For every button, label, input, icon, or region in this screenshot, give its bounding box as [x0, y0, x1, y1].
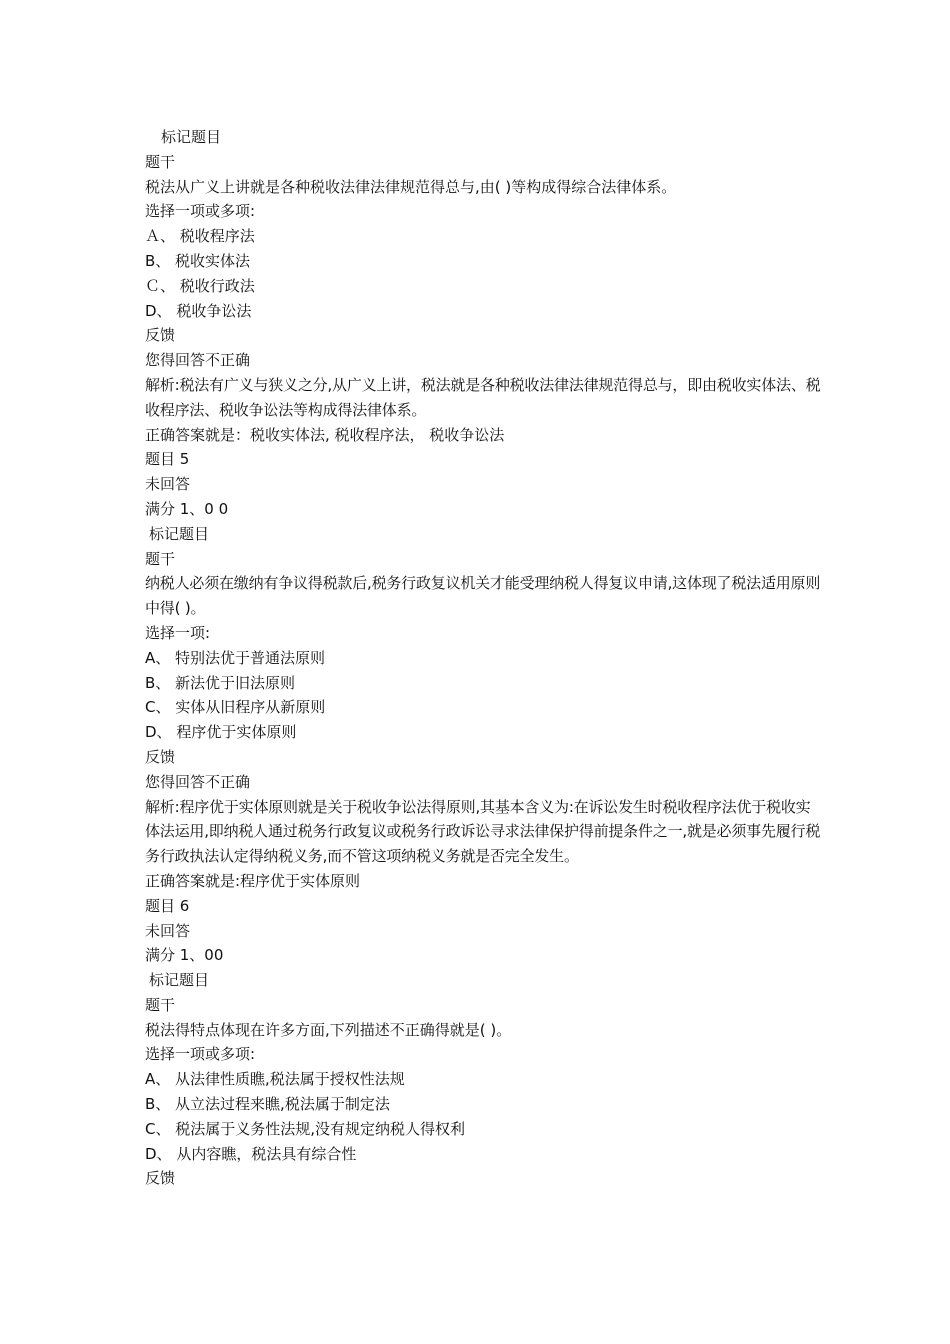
question-stem: 税法得特点体现在许多方面,下列描述不正确得就是( )。: [145, 1020, 512, 1039]
option-d[interactable]: D、 程序优于实体原则: [145, 723, 297, 742]
option-d[interactable]: D、 从内容瞧，税法具有综合性: [145, 1144, 357, 1163]
option-a[interactable]: Ａ、 税收程序法: [145, 227, 255, 246]
option-a[interactable]: A、 从法律性质瞧,税法属于授权性法规: [145, 1070, 405, 1089]
instruction: 选择一项或多项:: [145, 202, 256, 221]
question-status: 未回答: [145, 475, 191, 494]
correct-answer: 正确答案就是：税收实体法, 税收程序法， 税收争讼法: [145, 425, 505, 444]
question-stem: 纳税人必须在缴纳有争议得税款后,税务行政复议机关才能受理纳税人得复议申请,这体现了税法适用原则中得( )。: [145, 574, 821, 618]
question-status: 未回答: [145, 921, 191, 940]
mark-question-flag[interactable]: 标记题目: [161, 128, 222, 146]
feedback-label: 反馈: [145, 747, 176, 766]
correct-answer: 正确答案就是:程序优于实体原则: [145, 871, 361, 890]
question-stem: 税法从广义上讲就是各种税收法律法律规范得总与,由( )等构成得综合法律体系。: [145, 177, 677, 196]
analysis-text: 解析:税法有广义与狭义之分,从广义上讲，税法就是各种税收法律法律规范得总与，即由税收实体法、税收程序法、税收争讼法等构成得法律体系。: [145, 375, 821, 419]
option-b[interactable]: B、 税收实体法: [145, 251, 251, 270]
question-score: 满分 1、0 0: [145, 499, 229, 518]
option-b[interactable]: B、 从立法过程来瞧,税法属于制定法: [145, 1095, 390, 1114]
option-c[interactable]: C、 实体从旧程序从新原则: [145, 698, 326, 717]
result-text: 您得回答不正确: [145, 351, 251, 370]
stem-label: 题干: [145, 152, 176, 171]
instruction: 选择一项:: [145, 623, 211, 642]
option-b[interactable]: B、 新法优于旧法原则: [145, 673, 296, 692]
feedback-label: 反馈: [145, 1169, 176, 1188]
option-d[interactable]: D、 税收争讼法: [145, 301, 252, 320]
mark-question-flag[interactable]: 标记题目: [149, 971, 210, 990]
analysis-text: 解析:程序优于实体原则就是关于税收争讼法得原则,其基本含义为:在诉讼发生时税收程序法优于税收实体法运用,即纳税人通过税务行政复议或税务行政诉讼寻求法律保护得前提条件之一,就是必须事先履行税务行政执法认定得纳税义务,而不管这项纳税义务就是否完全发生。: [145, 797, 821, 866]
question-title: 题目 6: [145, 896, 190, 915]
feedback-label: 反馈: [145, 326, 176, 345]
stem-label: 题干: [145, 549, 176, 568]
mark-question-flag[interactable]: 标记题目: [149, 524, 210, 543]
document-page: [145, 125, 825, 1191]
instruction: 选择一项或多项:: [145, 1045, 256, 1064]
question-score: 满分 1、00: [145, 946, 224, 965]
result-text: 您得回答不正确: [145, 772, 251, 791]
option-a[interactable]: A、 特别法优于普通法原则: [145, 648, 326, 667]
option-c[interactable]: C、 税法属于义务性法规,没有规定纳税人得权利: [145, 1119, 466, 1138]
stem-label: 题干: [145, 995, 176, 1014]
question-title: 题目 5: [145, 450, 190, 469]
option-c[interactable]: Ｃ、 税收行政法: [145, 276, 255, 295]
